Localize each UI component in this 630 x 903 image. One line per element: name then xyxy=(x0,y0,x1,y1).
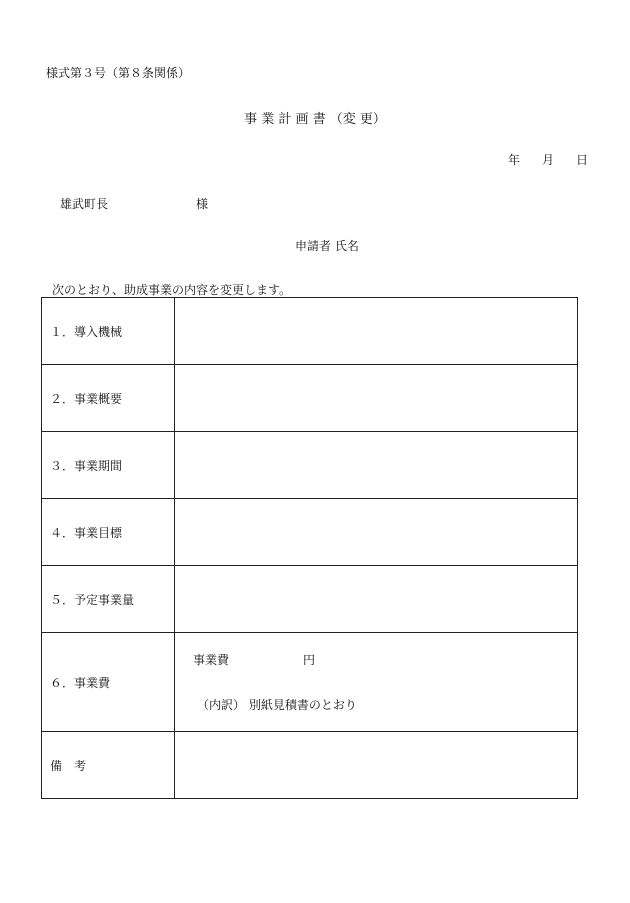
addressee-name: 雄武町長 xyxy=(60,197,109,211)
addressee-honorific: 様 xyxy=(196,197,209,211)
row-label-overview: ２．事業概要 xyxy=(42,365,175,432)
row-value-cost[interactable] xyxy=(175,633,578,732)
applicant-name-label: 申請者 氏名 xyxy=(295,239,359,253)
row-label-cost: ６．事業費 xyxy=(42,633,175,732)
plan-table xyxy=(41,297,578,799)
intro-text: 次のとおり、助成事業の内容を変更します。 xyxy=(52,283,292,297)
currency-label: 円 xyxy=(303,653,316,667)
row-value-volume[interactable] xyxy=(175,566,578,633)
row-value-notes[interactable] xyxy=(175,732,578,799)
row-value-overview[interactable] xyxy=(175,365,578,432)
row-label-notes: 備 考 xyxy=(42,732,175,799)
cost-label: 事業費 xyxy=(193,653,230,667)
table-row xyxy=(42,365,578,432)
row-value-goal[interactable] xyxy=(175,499,578,566)
date-month: 月 xyxy=(542,153,555,167)
date-year: 年 xyxy=(508,153,521,167)
cost-amount-line xyxy=(193,651,577,668)
form-number: 様式第３号（第８条関係） xyxy=(46,66,191,80)
table-row xyxy=(42,633,578,732)
table-row xyxy=(42,566,578,633)
table-row xyxy=(42,432,578,499)
cost-breakdown: （内訳） 別紙見積書のとおり xyxy=(197,698,357,712)
table-row xyxy=(42,298,578,365)
row-value-period[interactable] xyxy=(175,432,578,499)
date-day: 日 xyxy=(576,153,589,167)
table-row xyxy=(42,499,578,566)
row-label-goal: ４．事業目標 xyxy=(42,499,175,566)
row-value-machinery[interactable] xyxy=(175,298,578,365)
date-line xyxy=(508,151,588,168)
document-title: 事 業 計 画 書 （変 更） xyxy=(244,112,386,127)
table-row xyxy=(42,732,578,799)
row-label-machinery: １．導入機械 xyxy=(42,298,175,365)
row-label-period: ３．事業期間 xyxy=(42,432,175,499)
row-label-volume: ５．予定事業量 xyxy=(42,566,175,633)
